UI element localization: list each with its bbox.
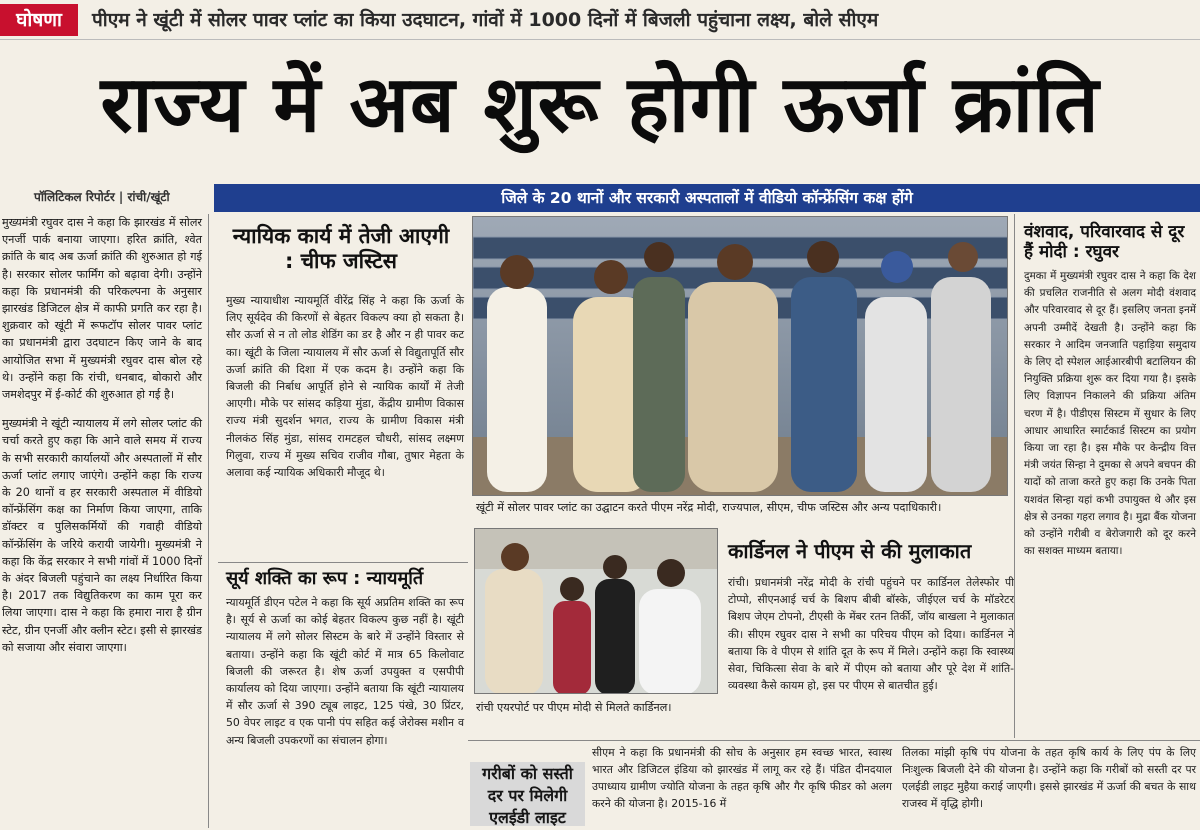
- justice-heading: न्यायिक कार्य में तेजी आएगी : चीफ जस्टिस: [232, 224, 450, 273]
- surya-body: न्यायमूर्ति डीएन पटेल ने कहा कि सूर्य अप्रतिम शक्ति का रूप है। सूर्य से ऊर्जा का कोई बेहतर विकल्प कुछ नहीं है। खूंटी न्यायालय में लगे सोलर सिस्टम के बारे में उन्होंने विस्तार से बताया। उन्होंने कहा कि खूंटी कोर्ट में मात्र 65 किलोवाट बिजली की जरूरत है। शेष ऊर्जा उपयुक्त व एसपीपी कार्यालय को दिया जाएगा। उन्होंने बताया कि खूंटी न्यायालय में सौर ऊर्जा से 390 ट्यूब लाइट, 125 पंखे, 30 प्रिंटर, 50 वेपर लाइट व एक पानी पंप सहित कई जेरोक्स मशीन व अन्य बिजली उपकरणों का संचालन होगा।: [226, 596, 464, 747]
- led-middle-text: सीएम ने कहा कि प्रधानमंत्री की सोच के अनुसार हम स्वच्छ भारत, स्वास्थ भारत और डिजिटल इंडिया को झारखंड में लागू कर रहे हैं। पंडित दीनदयाल उपाध्याय ग्रामीण ज्योति योजना के तहत कृषि और गैर कृषि फीडर को अलग करने की योजना है। 2015-16 में: [592, 746, 892, 810]
- left-paragraph-2: मुख्यमंत्री ने खूंटी न्यायालय में लगे सोलर प्लांट की चर्चा करते हुए कहा कि आने वाले समय में राज्य के सभी सरकारी कार्यालयों और अस्पतालों में सौर ऊर्जा प्लांट लगाए जाएंगे। उन्होंने कहा कि राज्य के 20 थानों व हर सरकारी अस्पताल में वीडियो कॉन्फ्रेंसिंग कक्ष का निर्माण किया जाएगा, ताकि डॉक्टर व पुलिसकर्मियों की गवाही वीडियो कॉन्फ्रेंसिंग के जरिये करायी जायेगी। मुख्यमंत्री ने कहा कि केंद्र सरकार ने सभी गांवों में 1000 दिनों के अंदर बिजली पहुंचाने का लक्ष्य निर्धारित किया है। 2017 तक विद्युतिकरण का काम पूरा कर लिया जाएगा। दास ने कहा कि हमारा नारा है ग्रीन स्टेट, ग्रीन एनर्जी और क्लीन स्टेट। इसी से झारखंड को सजाया और संवारा जाएगा।: [2, 417, 202, 654]
- main-headline: राज्य में अब शुरू होगी ऊर्जा क्रांति: [100, 59, 1100, 150]
- led-box-line-1: गरीबों को सस्ती: [482, 764, 573, 783]
- left-article-column: [2, 214, 202, 658]
- justice-body: मुख्य न्यायाधीश न्यायमूर्ति वीरेंद्र सिंह ने कहा कि ऊर्जा के लिए सूर्यदेव की किरणों से बेहतर विकल्प क्या हो सकता है। सौर ऊर्जा से न तो लोड शेडिंग का डर है और न ही पावर कट का। खूंटी के जिला न्यायालय में सौर ऊर्जा से विद्युतापूर्ति सौर ऊर्जा क्रांति की दिशा में एक कदम है। उन्होंने कहा कि बिजली की निर्बाध आपूर्ति होने से न्यायिक कार्यों में तेजी आएगी। मौके पर सांसद कड़िया मुंडा, केंद्रीय ग्रामीण विकास राज्य मंत्री सुदर्शन भगत, राज्य के ग्रामीण विकास मंत्री नीलकंठ सिंह मुंडा, सांसद रामटहल चौधरी, सांसद लक्ष्मण गिलुवा, राज्य में मुख्य सचिव राजीव गौबा, तुषार मेहता के अलावा कई न्यायिक अधिकारी मौजूद थे।: [226, 294, 464, 480]
- section-banner: जिले के 20 थानों और सरकारी अस्पतालों में वीडियो कॉन्फ्रेंसिंग कक्ष होंगे: [214, 184, 1200, 212]
- cardinal-body: रांची। प्रधानमंत्री नरेंद्र मोदी के रांची पहुंचने पर कार्डिनल तेलेस्फोर पी टोप्पो, सीएनआई चर्च के बिशप बीबी बॉस्के, जीईएल चर्च के मॉडरेटर बिशप जेएम टोपनो, टीएसी के मेंबर रतन तिर्की, जॉय बाखला ने मुलाकात की। सीएम रघुवर दास ने सभी का परिचय पीएम को दिया। कार्डिनल ने बताया कि वे पीएम से शांति दूत के रूप में मिले। उन्होंने कहा कि स्वास्थ्य सेवा, चिकित्सा सेवा के बारे में पीएम को बताया और पूरे देश में शांति-व्यवस्था कैसे कायम हो, इस पर पीएम से बातचीत हुई।: [728, 576, 1014, 693]
- right-body: दुमका में मुख्यमंत्री रघुवर दास ने कहा कि देश की प्रचलित राजनीति से अलग मोदी वंशवाद और परिवारवाद से दूर हैं। इसलिए जनता इनमें अपनी उम्मीदें देखती है। उन्होंने कहा कि सरकार ने आदिम जनजाति पहाड़िया समुदाय के लिए दो स्पेशल आईआरबीपी बटालियन की नियुक्ति प्रक्रिया शुरू कर दिया गया है। इसके लिए विज्ञापन निकालने की प्रक्रिया अंतिम चरण में है। पीडीएस सिस्टम में सुधार के लिए आधार आधारित स्मार्टकार्ड सिस्टम का प्रयोग किया जा रहा है। इस मौके पर केन्द्रीय वित्त मंत्री जयंत सिन्हा ने दुमका से अपने बचपन की यादों को ताजा करते हुए कहा कि उनके पिता यशवंत सिन्हा यहां कभी उपायुक्त थे और इस क्षेत्र से उनका गहरा लगाव है। मुद्रा बैंक योजना को उन्होंने गरीबी व बेरोजगारी को दूर करने का सशक्त माध्यम बताया।: [1024, 270, 1196, 558]
- led-right-text: तिलका मांझी कृषि पंप योजना के तहत कृषि कार्य के लिए पंप के लिए निःशुल्क बिजली देने की योजना है। उन्होंने कहा कि गरीबों को सस्ती दर पर एलईडी लाइट मुहैया कराई जाएगी। इससे झारखंड में ऊर्जा की बचत के साथ राजस्व में वृद्धि होगी।: [902, 746, 1196, 810]
- section-divider: [218, 562, 468, 563]
- main-photo-image: [473, 217, 1008, 496]
- led-box-line-3: एलईडी लाइट: [489, 808, 566, 827]
- column-divider: [208, 214, 209, 828]
- airport-photo-caption: रांची एयरपोर्ट पर पीएम मोदी से मिलते कार्डिनल।: [476, 700, 720, 715]
- led-box-heading: [470, 762, 585, 826]
- cardinal-heading: कार्डिनल ने पीएम से की मुलाकात: [728, 539, 972, 563]
- top-strip: [0, 0, 1200, 40]
- airport-photo-image: [475, 529, 718, 694]
- announcement-tag: घोषणा: [0, 4, 78, 36]
- main-photo-caption: खूंटी में सोलर पावर प्लांट का उद्घाटन करते पीएम नरेंद्र मोदी, राज्यपाल, सीएम, चीफ जस्टिस और अन्य पदाधिकारी।: [476, 500, 1006, 515]
- left-paragraph-1: मुख्यमंत्री रघुवर दास ने कहा कि झारखंड में सोलर एनर्जी पार्क बनाया जाएगा। हरित क्रांति, श्वेत क्रांति के बाद अब ऊर्जा क्रांति की शुरुआत हो गई है। सरकार सोलर फार्मिंग को बढ़ावा देगी। उन्होंने कहा कि प्रधानमंत्री की परिकल्पना के अनुसार झारखंड डिजिटल क्षेत्र में काफी प्रगति कर रहा है। शुक्रवार को खूंटी में रूफटॉप सोलर पावर प्लांट का प्रधानमंत्री द्वारा उदघाटन किए जाने के बाद आयोजित सभा में मुख्यमंत्री रघुवर दास बोल रहे थे। उन्होंने कहा कि रांची, धनबाद, बोकारो और जमशेदपुर में ई-कोर्ट की शुरुआत हो गई है।: [2, 216, 202, 402]
- right-heading: वंशवाद, परिवारवाद से दूर हैं मोदी : रघुवर: [1024, 222, 1185, 263]
- byline: पॉलिटिकल रिपोर्टर | रांची/खूंटी: [34, 190, 170, 204]
- led-box-line-2: दर पर मिलेगी: [487, 786, 568, 805]
- kicker-headline: पीएम ने खूंटी में सोलर पावर प्लांट का किया उदघाटन, गांवों में 1000 दिनों में बिजली पहुंचाना लक्ष्य, बोले सीएम: [92, 9, 879, 31]
- right-column-divider: [1014, 214, 1015, 738]
- main-photo-inauguration: [472, 216, 1008, 496]
- bottom-divider: [468, 740, 1200, 741]
- airport-photo: [474, 528, 718, 694]
- surya-heading: सूर्य शक्ति का रूप : न्यायमूर्ति: [226, 568, 424, 589]
